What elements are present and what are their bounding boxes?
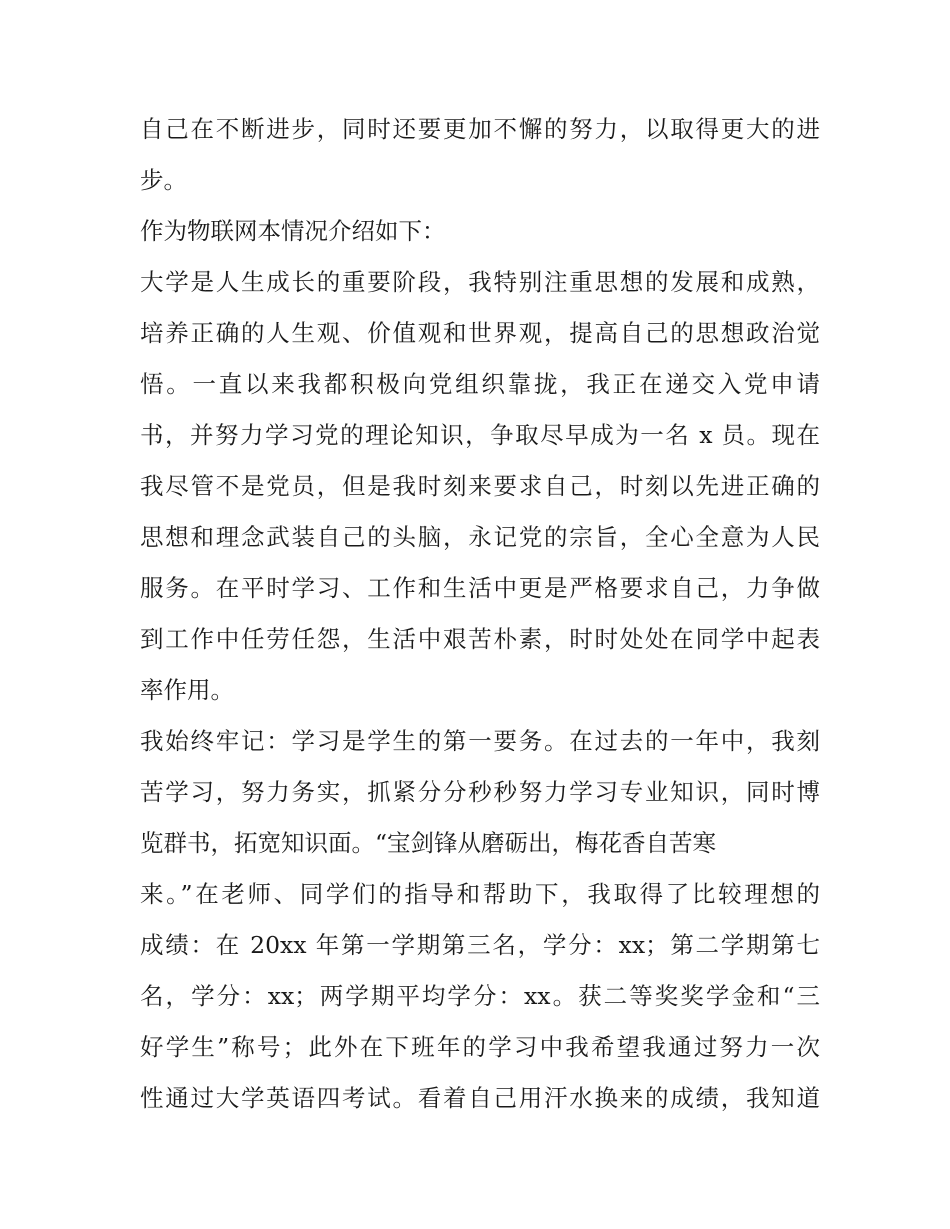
text-line: 书，并努力学习党的理论知识，争取尽早成为一名 x 员。现在 — [140, 421, 820, 449]
text-line: 率作用。 — [140, 676, 234, 704]
text-line: 名，学分：xx；两学期平均学分：xx。获二等奖奖学金和“三 — [140, 982, 820, 1010]
text-line: 大学是人生成长的重要阶段，我特别注重思想的发展和成熟， — [140, 268, 820, 296]
text-line: 服务。在平时学习、工作和生活中更是严格要求自己，力争做 — [140, 574, 820, 602]
text-line: 苦学习，努力务实，抓紧分分秒秒努力学习专业知识，同时博 — [140, 778, 820, 806]
text-line: 好学生”称号；此外在下班年的学习中我希望我通过努力一次 — [140, 1033, 820, 1061]
text-line: 到工作中任劳任怨，生活中艰苦朴素，时时处处在同学中起表 — [140, 625, 820, 653]
text-line: 悟。一直以来我都积极向党组织靠拢，我正在递交入党申请 — [140, 370, 820, 398]
text-line: 步。 — [140, 166, 187, 194]
text-line: 成绩：在 20xx 年第一学期第三名，学分：xx；第二学期第七 — [140, 931, 820, 959]
text-line: 思想和理念武装自己的头脑，永记党的宗旨，全心全意为人民 — [140, 523, 820, 551]
text-line: 览群书，拓宽知识面。“宝剑锋从磨砺出，梅花香自苦寒 — [140, 829, 717, 857]
text-line: 我始终牢记：学习是学生的第一要务。在过去的一年中，我刻 — [140, 727, 820, 755]
text-line: 性通过大学英语四考试。看着自己用汗水换来的成绩，我知道 — [140, 1084, 820, 1112]
text-line: 来。”在老师、同学们的指导和帮助下，我取得了比较理想的 — [140, 880, 820, 908]
document-body — [140, 104, 820, 1124]
text-line: 培养正确的人生观、价值观和世界观，提高自己的思想政治觉 — [140, 319, 820, 347]
text-line: 我尽管不是党员，但是我时刻来要求自己，时刻以先进正确的 — [140, 472, 820, 500]
text-line: 自己在不断进步，同时还要更加不懈的努力，以取得更大的进 — [140, 115, 820, 143]
text-line: 作为物联网本情况介绍如下： — [140, 217, 446, 245]
